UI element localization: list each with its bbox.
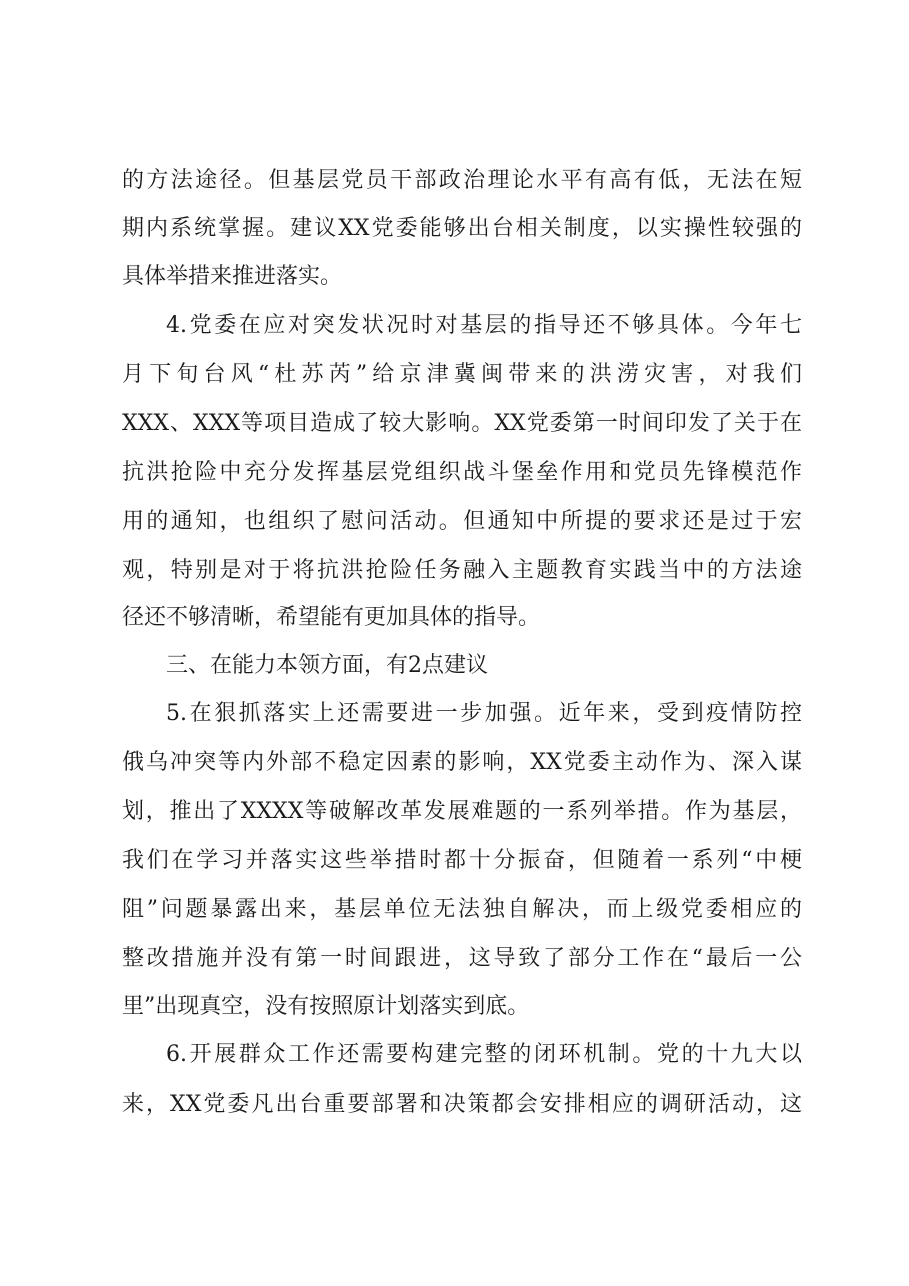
paragraph-line: 划，推出了XXXX等破解改革发展难题的一系列举措。作为基层， (122, 799, 802, 824)
paragraph-line: 期内系统掌握。建议XX党委能够出台相关制度，以实操性较强的 (122, 216, 802, 241)
section-heading: 三、在能力本领方面，有2点建议 (166, 653, 488, 678)
paragraph-line: 整改措施并没有第一时间跟进，这导致了部分工作在“最后一公 (122, 946, 802, 971)
paragraph-line: XXX、XXX等项目造成了较大影响。XX党委第一时间印发了关于在 (122, 411, 802, 436)
paragraph-line: 抗洪抢险中充分发挥基层党组织战斗堡垒作用和党员先锋模范作 (122, 460, 802, 485)
paragraph-line: 我们在学习并落实这些举措时都十分振奋，但随着一系列“中梗 (122, 848, 802, 873)
paragraph-line: 阻”问题暴露出来，基层单位无法独自解决，而上级党委相应的 (122, 897, 802, 922)
paragraph-line: 的方法途径。但基层党员干部政治理论水平有高有低，无法在短 (122, 168, 802, 193)
paragraph-line: 具体举措来推进落实。 (122, 264, 343, 289)
paragraph-line: 俄乌冲突等内外部不稳定因素的影响，XX党委主动作为、深入谋 (122, 750, 802, 775)
paragraph-line: 4.党委在应对突发状况时对基层的指导还不够具体。今年七 (166, 313, 802, 338)
paragraph-line: 来，XX党委凡出台重要部署和决策都会安排相应的调研活动，这 (122, 1092, 802, 1117)
paragraph-line: 6.开展群众工作还需要构建完整的闭环机制。党的十九大以 (166, 1042, 802, 1067)
paragraph-line: 径还不够清晰，希望能有更加具体的指导。 (122, 605, 541, 630)
paragraph-line: 观，特别是对于将抗洪抢险任务融入主题教育实践当中的方法途 (122, 558, 802, 583)
paragraph-line: 里”出现真空，没有按照原计划落实到底。 (122, 994, 530, 1019)
paragraph-line: 用的通知，也组织了慰问活动。但通知中所提的要求还是过于宏 (122, 509, 802, 534)
paragraph-line: 5.在狠抓落实上还需要进一步加强。近年来，受到疫情防控 (166, 701, 802, 726)
paragraph-line: 月下旬台风“杜苏芮”给京津冀闽带来的洪涝灾害，对我们 (122, 362, 802, 387)
